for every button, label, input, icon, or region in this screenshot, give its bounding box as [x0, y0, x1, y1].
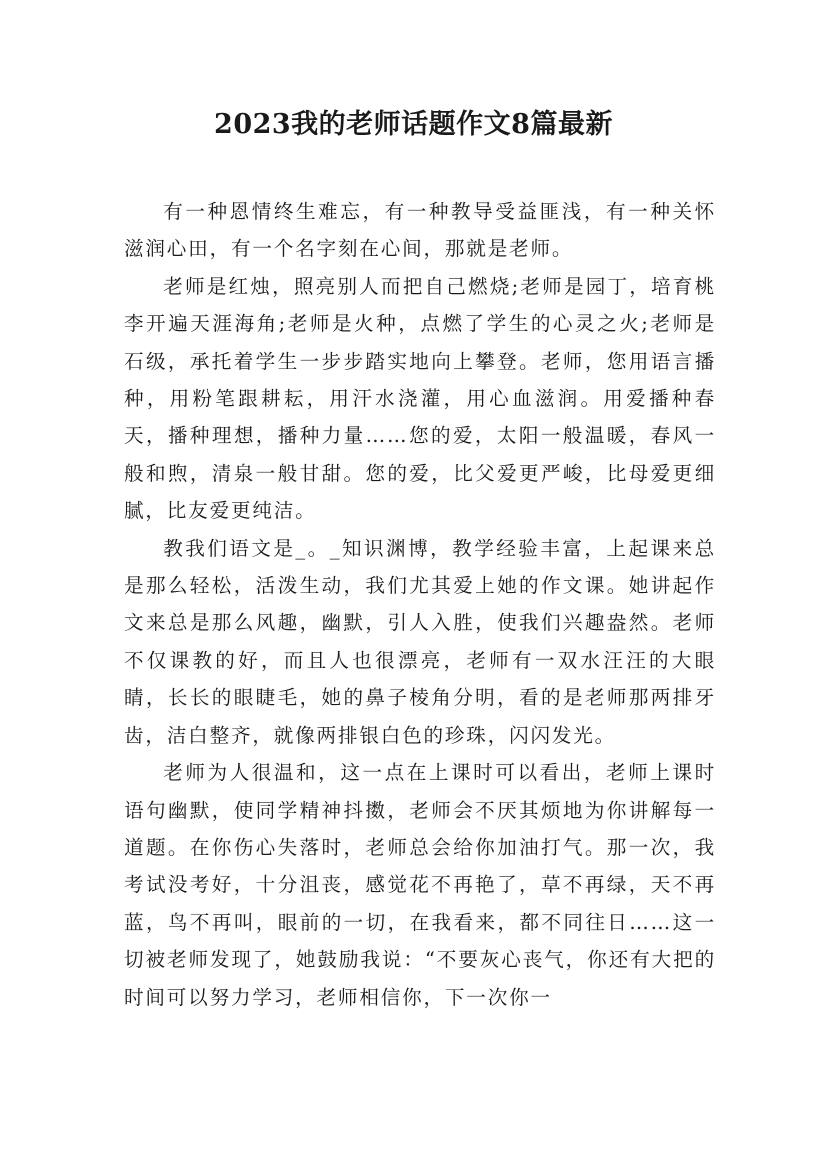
paragraph-1: 有一种恩情终生难忘，有一种教导受益匪浅，有一种关怀滋润心田，有一个名字刻在心间，那就是老师。 [124, 200, 716, 261]
paragraph-3: 教我们语文是_。_知识渊博，教学经验丰富，上起课来总是那么轻松，活泼生动，我们尤其爱上她的作文课。她讲起作文来总是那么风趣，幽默，引人入胜，使我们兴趣盎然。老师不仅课教的好，而且人也很漂亮，老师有一双水汪汪的大眼睛，长长的眼睫毛，她的鼻子棱角分明，看的是老师那两排牙齿，洁白整齐，就像两排银白色的珍珠，闪闪发光。 [124, 536, 716, 747]
document-body [124, 193, 716, 1016]
document-title: 2023我的老师话题作文8篇最新 [214, 109, 613, 140]
paragraph-2: 老师是红烛，照亮别人而把自己燃烧;老师是园丁，培育桃李开遍天涯海角;老师是火种，点燃了学生的心灵之火;老师是石级，承托着学生一步步踏实地向上攀登。老师，您用语言播种，用粉笔跟耕耘，用汗水浇灌，用心血滋润。用爱播种春天，播种理想，播种力量……您的爱，太阳一般温暖，春风一般和煦，清泉一般甘甜。您的爱，比父爱更严峻，比母爱更细腻，比友爱更纯洁。 [124, 274, 716, 523]
paragraph-4: 老师为人很温和，这一点在上课时可以看出，老师上课时语句幽默，使同学精神抖擞，老师会不厌其烦地为你讲解每一道题。在你伤心失落时，老师总会给你加油打气。那一次，我考试没考好，十分沮丧，感觉花不再艳了，草不再绿，天不再蓝，鸟不再叫，眼前的一切，在我看来，都不同往日……这一切被老师发现了，她鼓励我说：“不要灰心丧气，你还有大把的时间可以努力学习，老师相信你，下一次你一 [124, 761, 716, 1009]
